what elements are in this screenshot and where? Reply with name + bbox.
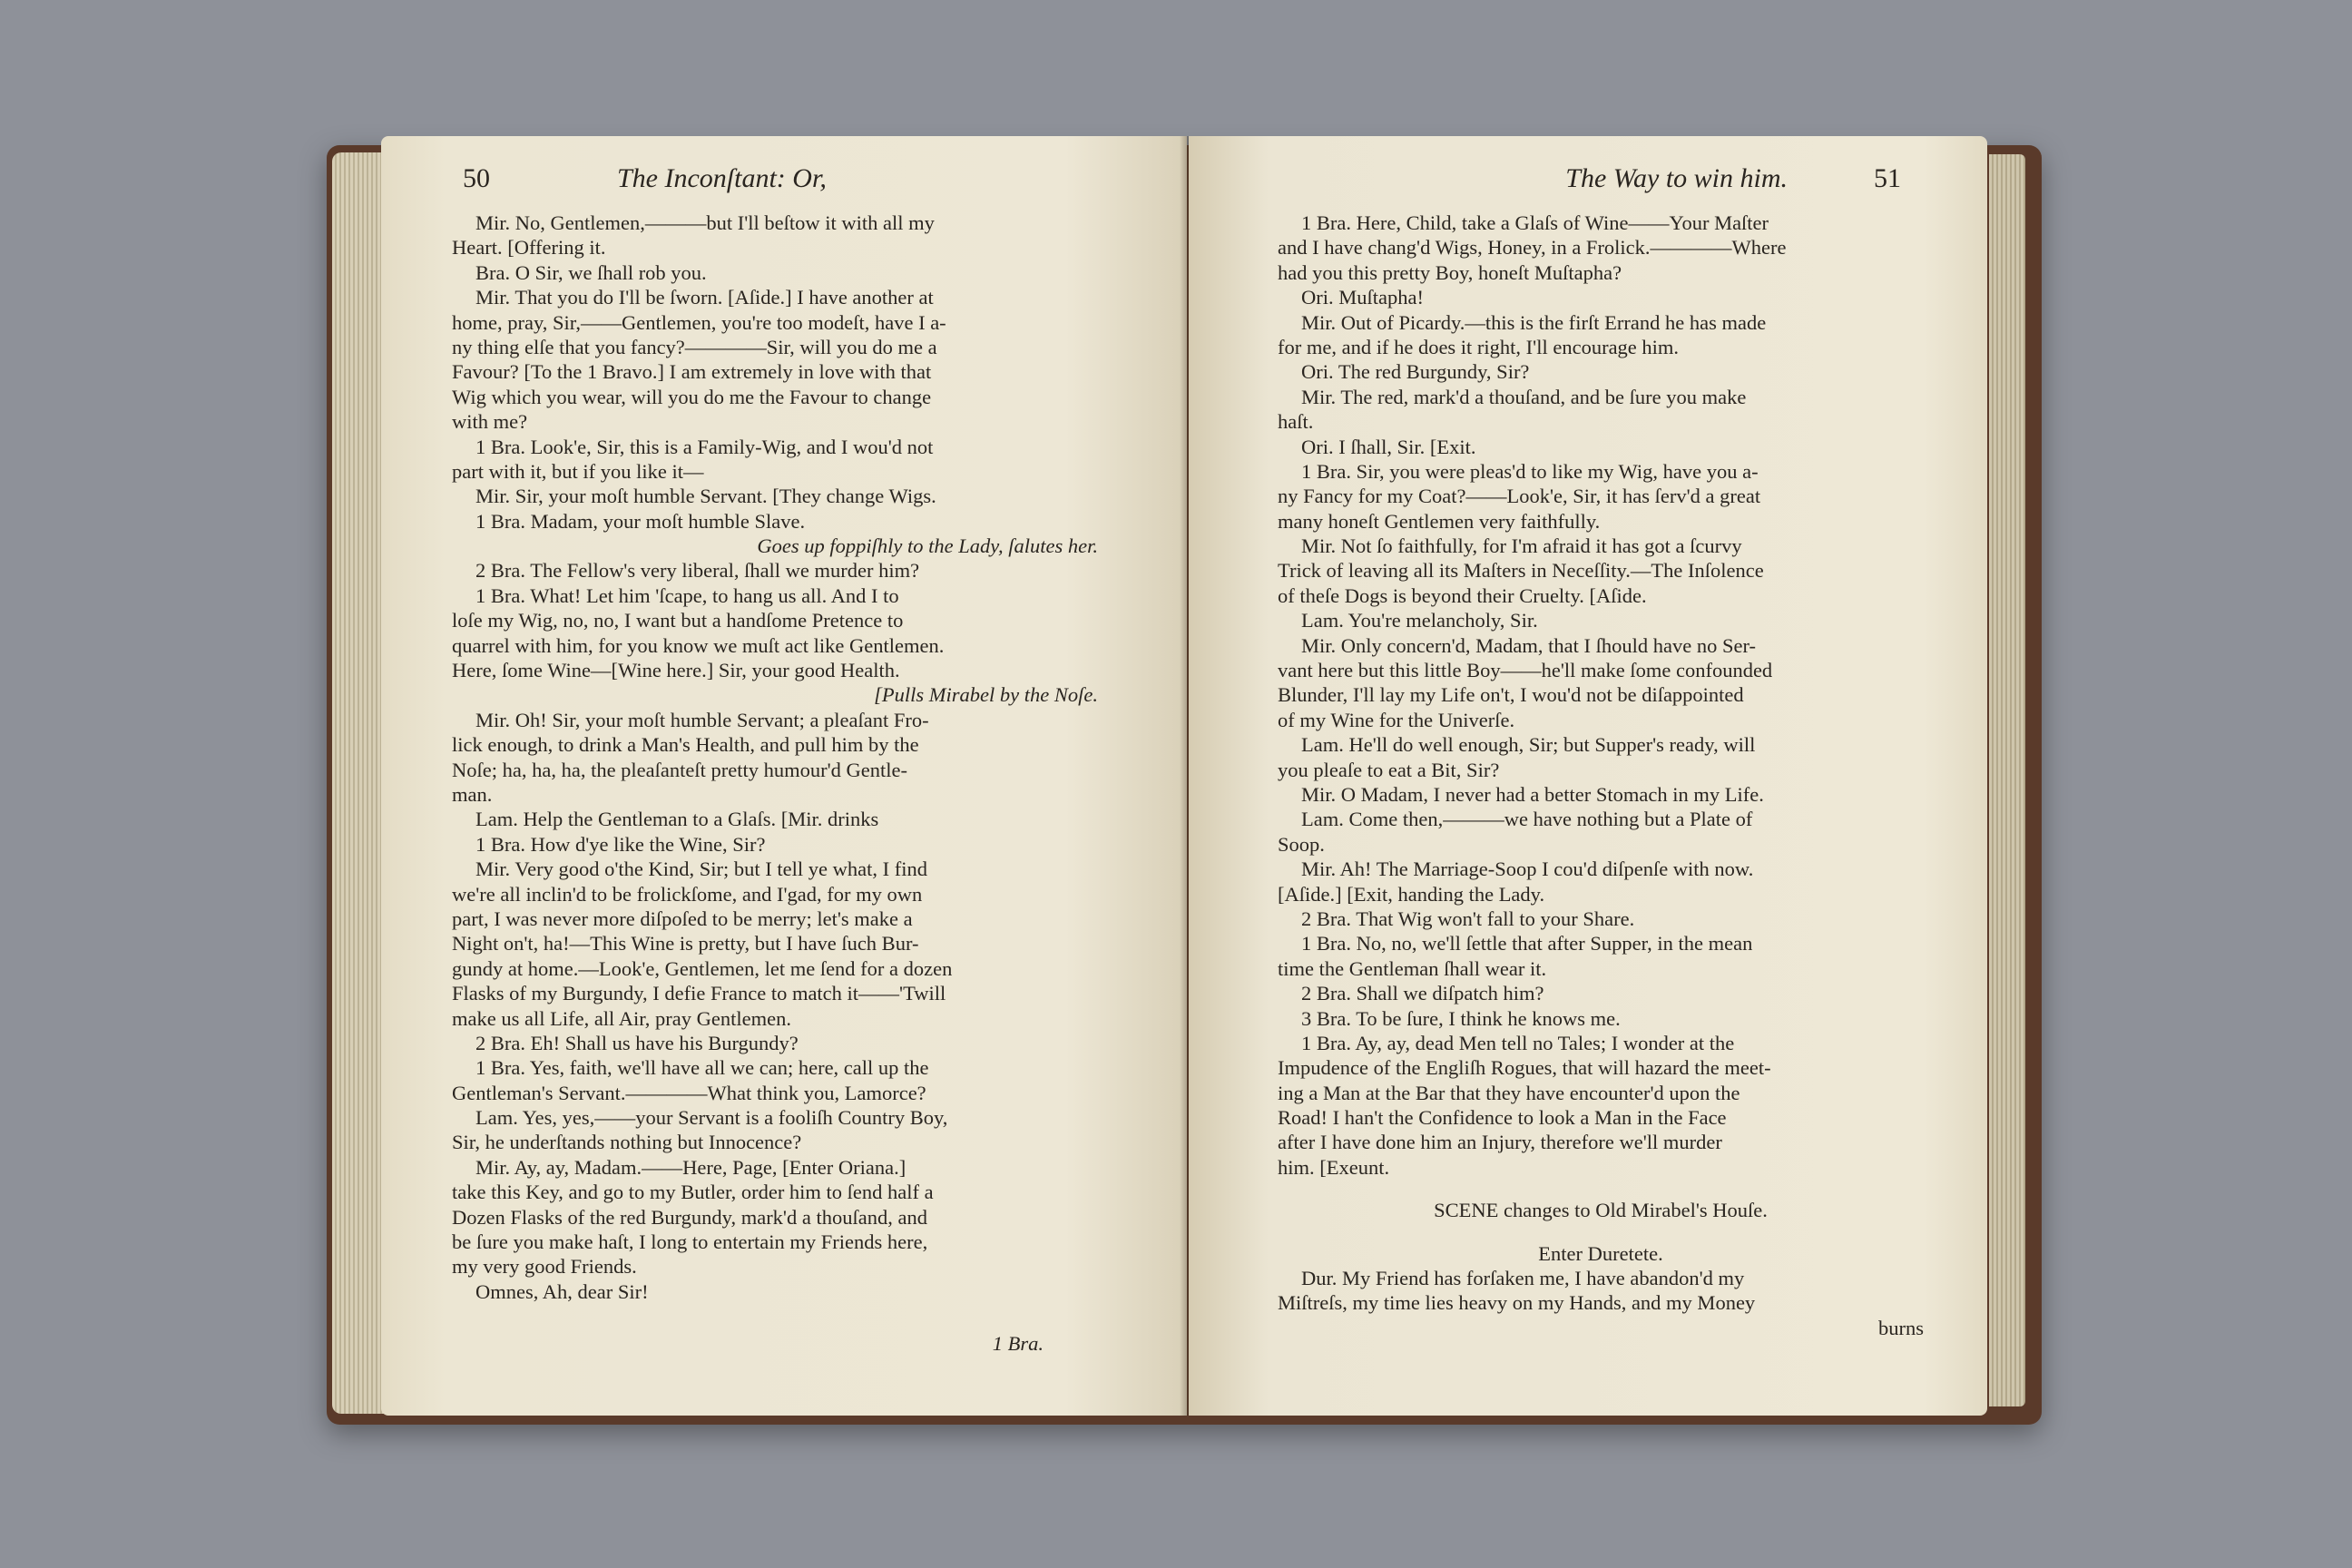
text-line: 2 Bra. Eh! Shall us have his Burgundy? [475, 1031, 799, 1054]
text-line: 1 Bra. Madam, your moſt humble Slave. [475, 509, 806, 533]
text-line: make us all Life, all Air, pray Gentlemen. [452, 1006, 791, 1030]
text-line: Dozen Flasks of the red Burgundy, mark'd a thouſand, and [452, 1205, 927, 1229]
text-line: Mir. Not ſo faithfully, for I'm afraid it has got a ſcurvy [1301, 534, 1742, 558]
text-line: many honeſt Gentlemen very faithfully. [1278, 509, 1601, 533]
text-line: Mir. Only concern'd, Madam, that I ſhould have no Ser- [1301, 633, 1756, 657]
text-line: Lam. Help the Gentleman to a Glaſs. [Mir. drinks [475, 808, 879, 831]
text-line: 1 Bra. No, no, we'll ſettle that after Supper, in the mean [1301, 932, 1753, 956]
text-line: [Pulls Mirabel by the Noſe. [874, 683, 1098, 707]
text-line: Soop. [1278, 832, 1325, 856]
catchword: burns [1878, 1316, 1924, 1339]
text-line: Goes up foppiſhly to the Lady, ſalutes her. [757, 534, 1098, 558]
text-line: Noſe; ha, ha, ha, the pleaſanteſt pretty humour'd Gentle- [452, 758, 908, 781]
text-line: Lam. You're melancholy, Sir. [1301, 609, 1538, 632]
text-line: Ori. Muſtapha! [1301, 286, 1424, 309]
text-line: Mir. Oh! Sir, your moſt humble Servant; a pleaſant Fro- [475, 708, 929, 731]
text-line: Impudence of the Engliſh Rogues, that will hazard the meet- [1278, 1056, 1771, 1080]
text-line: after I have done him an Injury, therefore we'll murder [1278, 1131, 1722, 1154]
text-line: take this Key, and go to my Butler, order him to ſend half a [452, 1181, 934, 1204]
text-line: loſe my Wig, no, no, I want but a handſome Pretence to [452, 609, 904, 632]
text-line: part with it, but if you like it— [452, 459, 704, 483]
text-line: Lam. He'll do well enough, Sir; but Supper's ready, will [1301, 733, 1756, 757]
text-line: had you this pretty Boy, honeſt Muſtapha? [1278, 260, 1622, 284]
text-line: we're all inclin'd to be frolickſome, and I'gad, for my own [452, 882, 923, 906]
text-line: quarrel with him, for you know we muſt act like Gentlemen. [452, 633, 945, 657]
text-line: Dur. My Friend has forſaken me, I have abandon'd my [1301, 1267, 1745, 1290]
text-line: time the Gentleman ſhall wear it. [1278, 956, 1547, 980]
text-line: man. [452, 782, 493, 806]
text-line: Mir. Ay, ay, Madam.——Here, Page, [Enter Oriana.] [475, 1155, 906, 1179]
text-line: Road! I han't the Confidence to look a Man in the Face [1278, 1106, 1727, 1130]
left-running-title: The Inconſtant: Or, [617, 163, 827, 193]
text-line: of theſe Dogs is beyond their Cruelty. [Aſide. [1278, 583, 1647, 607]
text-line: Heart. [Offering it. [452, 236, 606, 260]
right-running-title: The Way to win him. [1565, 163, 1788, 193]
text-line: Mir. That you do I'll be ſworn. [Aſide.] I have another at [475, 286, 934, 309]
text-line: home, pray, Sir,——Gentlemen, you're too modeſt, have I a- [452, 310, 946, 334]
right-page [1189, 136, 1987, 1416]
text-line: for me, and if he does it right, I'll encourage him. [1278, 335, 1680, 358]
text-line: Gentleman's Servant.————What think you, Lamorce? [452, 1081, 926, 1104]
catchword: 1 Bra. [992, 1332, 1044, 1356]
text-line: ny thing elſe that you fancy?————Sir, will you do me a [452, 335, 937, 358]
text-line: 3 Bra. To be ſure, I think he knows me. [1301, 1006, 1621, 1030]
text-line: him. [Exeunt. [1278, 1155, 1390, 1179]
text-line: Blunder, I'll lay my Life on't, I wou'd not be diſappointed [1278, 683, 1744, 707]
text-line: 2 Bra. That Wig won't fall to your Share. [1301, 906, 1635, 930]
left-page [381, 136, 1187, 1416]
text-line: Ori. The red Burgundy, Sir? [1301, 360, 1530, 384]
text-line: and I have chang'd Wigs, Honey, in a Frolick.————Where [1278, 236, 1787, 260]
text-line: Flasks of my Burgundy, I defie France to match it——'Twill [452, 982, 946, 1005]
text-line: Mir. O Madam, I never had a better Stomach in my Life. [1301, 782, 1764, 806]
text-line: [Aſide.] [Exit, handing the Lady. [1278, 882, 1545, 906]
text-line: Mir. No, Gentlemen,———but I'll beſtow it with all my [475, 211, 935, 234]
text-line: Omnes, Ah, dear Sir! [475, 1279, 649, 1303]
text-line: Wig which you wear, will you do me the Favour to change [452, 385, 932, 408]
text-line: Sir, he underſtands nothing but Innocence? [452, 1131, 802, 1154]
text-line: Ori. I ſhall, Sir. [Exit. [1301, 435, 1476, 458]
text-line: Mir. Sir, your moſt humble Servant. [They change Wigs. [475, 485, 936, 508]
text-line: Mir. Out of Picardy.—this is the firſt Errand he has made [1301, 310, 1767, 334]
text-line: Trick of leaving all its Maſters in Neceſſity.—The Inſolence [1278, 559, 1764, 583]
text-line: 1 Bra. Here, Child, take a Glaſs of Wine——Your Maſter [1301, 211, 1769, 234]
left-page-header [381, 163, 1187, 205]
text-line: Bra. O Sir, we ſhall rob you. [475, 260, 707, 284]
right-page-number: 51 [1874, 163, 1901, 193]
text-line: Mir. Very good o'the Kind, Sir; but I tell ye what, I find [475, 858, 927, 881]
text-line: with me? [452, 410, 528, 434]
left-page-edges [332, 152, 387, 1414]
right-page-header [1189, 163, 1987, 205]
text-line: 1 Bra. Yes, faith, we'll have all we can; here, call up the [475, 1056, 929, 1080]
text-line: 2 Bra. Shall we diſpatch him? [1301, 982, 1544, 1005]
text-line: part, I was never more diſpoſed to be merry; let's make a [452, 906, 913, 930]
text-line: of my Wine for the Univerſe. [1278, 708, 1515, 731]
text-line: you pleaſe to eat a Bit, Sir? [1278, 758, 1500, 781]
text-line: 1 Bra. How d'ye like the Wine, Sir? [475, 832, 766, 856]
text-line: Lam. Come then,———we have nothing but a Plate of [1301, 808, 1753, 831]
text-line: Here, ſome Wine—[Wine here.] Sir, your good Health. [452, 659, 900, 682]
text-line: Lam. Yes, yes,——your Servant is a fooliſh Country Boy, [475, 1106, 948, 1130]
text-line: my very good Friends. [452, 1255, 637, 1279]
text-line: 1 Bra. What! Let him 'ſcape, to hang us all. And I to [475, 583, 899, 607]
right-page-edges [1989, 154, 2025, 1406]
text-line: be ſure you make haſt, I long to entertain my Friends here, [452, 1230, 928, 1254]
text-line: lick enough, to drink a Man's Health, and pull him by the [452, 733, 919, 757]
text-line: Night on't, ha!—This Wine is pretty, but I have ſuch Bur- [452, 932, 919, 956]
scene-heading: SCENE changes to Old Mirabel's Houſe. [1434, 1199, 1768, 1222]
left-page-number: 50 [463, 163, 490, 193]
text-line: Favour? [To the 1 Bravo.] I am extremely in love with that [452, 360, 932, 384]
text-line: 1 Bra. Ay, ay, dead Men tell no Tales; I wonder at the [1301, 1031, 1735, 1054]
text-line: Miſtreſs, my time lies heavy on my Hands, and my Money [1278, 1291, 1756, 1315]
text-line: 2 Bra. The Fellow's very liberal, ſhall we murder him? [475, 559, 920, 583]
open-book [327, 136, 2042, 1425]
text-line: haſt. [1278, 410, 1314, 434]
stage-direction: Enter Duretete. [1538, 1241, 1663, 1265]
left-page-text [452, 211, 1098, 1357]
text-line: ny Fancy for my Coat?——Look'e, Sir, it has ſerv'd a great [1278, 485, 1761, 508]
text-line: Mir. The red, mark'd a thouſand, and be ſure you make [1301, 385, 1747, 408]
text-line: 1 Bra. Look'e, Sir, this is a Family-Wig, and I wou'd not [475, 435, 934, 458]
text-line: gundy at home.—Look'e, Gentlemen, let me ſend for a dozen [452, 956, 953, 980]
text-line: ing a Man at the Bar that they have encounter'd upon the [1278, 1081, 1740, 1104]
text-line: 1 Bra. Sir, you were pleas'd to like my Wig, have you a- [1301, 459, 1759, 483]
text-line: vant here but this little Boy——he'll make ſome confounded [1278, 659, 1773, 682]
text-line: Mir. Ah! The Marriage-Soop I cou'd diſpenſe with now. [1301, 858, 1754, 881]
right-page-text [1278, 211, 1924, 1340]
